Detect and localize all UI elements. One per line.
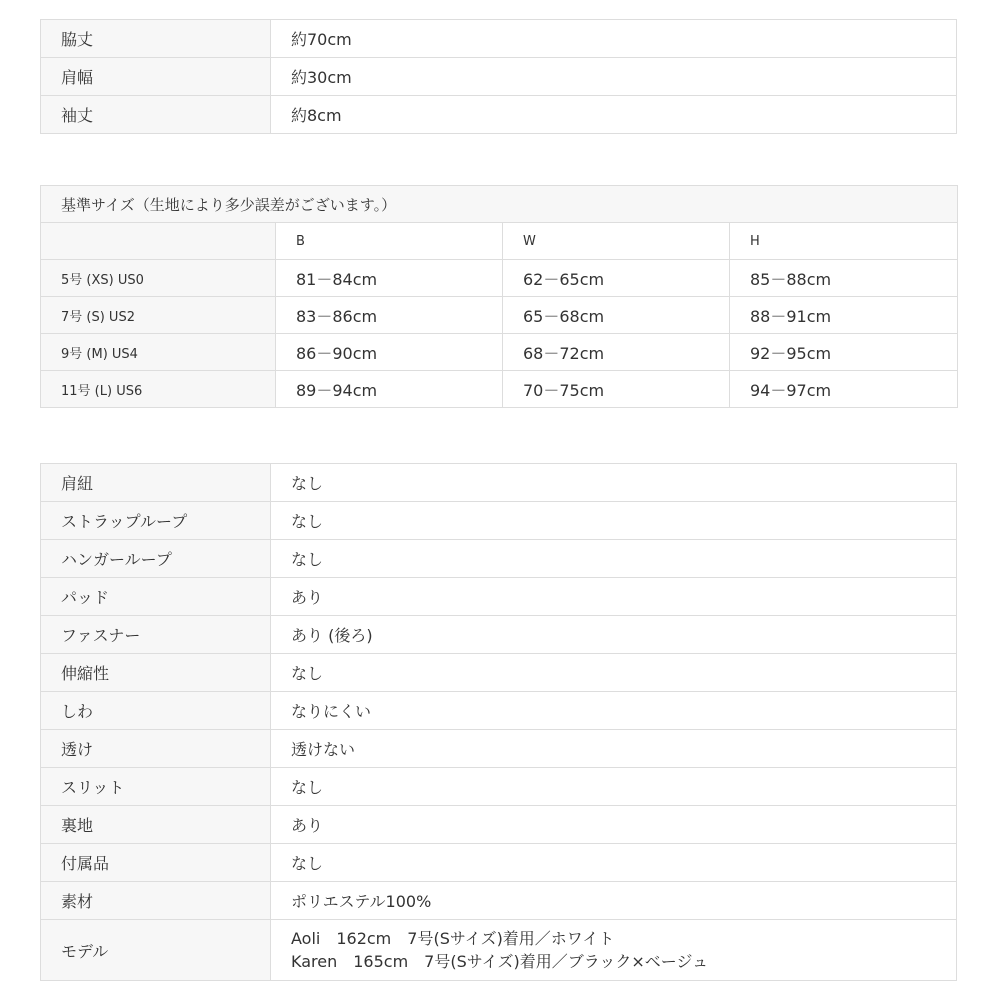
table-row [41, 882, 957, 920]
table-row [41, 371, 958, 408]
detail-value: なし [271, 502, 957, 540]
detail-value: なし [271, 464, 957, 502]
detail-label: ファスナー [41, 616, 271, 654]
table-row [41, 616, 957, 654]
size-chart-title: 基準サイズ（生地により多少誤差がございます。） [41, 186, 958, 223]
model-line: Aoli 162cm 7号(Sサイズ)着用／ホワイト [291, 929, 615, 948]
column-header-b: B [276, 223, 503, 260]
measurement-value: 約30cm [271, 58, 957, 96]
size-value: 70－75cm [503, 371, 730, 408]
table-row [41, 260, 958, 297]
size-value: 89－94cm [276, 371, 503, 408]
size-label: 5号 (XS) US0 [41, 260, 276, 297]
table-row [41, 502, 957, 540]
detail-value: なりにくい [271, 692, 957, 730]
measurements-table [40, 19, 957, 134]
table-row [41, 654, 957, 692]
size-chart-table [40, 185, 958, 408]
table-row [41, 58, 957, 96]
size-value: 92－95cm [730, 334, 958, 371]
measurement-label: 肩幅 [41, 58, 271, 96]
detail-value: 透けない [271, 730, 957, 768]
size-value: 62－65cm [503, 260, 730, 297]
size-value: 88－91cm [730, 297, 958, 334]
detail-value: ポリエステル100% [271, 882, 957, 920]
column-header-h: H [730, 223, 958, 260]
detail-label: 透け [41, 730, 271, 768]
detail-value: なし [271, 844, 957, 882]
size-value: 81－84cm [276, 260, 503, 297]
table-row [41, 464, 957, 502]
table-header-row [41, 223, 958, 260]
size-value: 68－72cm [503, 334, 730, 371]
empty-header-cell [41, 223, 276, 260]
detail-label: スリット [41, 768, 271, 806]
table-row [41, 920, 957, 981]
table-row [41, 540, 957, 578]
table-row [41, 297, 958, 334]
size-value: 65－68cm [503, 297, 730, 334]
detail-value: なし [271, 540, 957, 578]
detail-value: なし [271, 768, 957, 806]
detail-value: あり (後ろ) [271, 616, 957, 654]
table-row [41, 730, 957, 768]
model-line: Karen 165cm 7号(Sサイズ)着用／ブラック×ベージュ [291, 952, 709, 971]
detail-value: あり [271, 578, 957, 616]
model-value [271, 920, 957, 981]
detail-value: なし [271, 654, 957, 692]
table-row [41, 20, 957, 58]
details-table [40, 463, 957, 981]
size-label: 11号 (L) US6 [41, 371, 276, 408]
size-value: 86－90cm [276, 334, 503, 371]
detail-label: しわ [41, 692, 271, 730]
size-value: 83－86cm [276, 297, 503, 334]
table-row [41, 186, 958, 223]
detail-label: ハンガーループ [41, 540, 271, 578]
measurement-label: 脇丈 [41, 20, 271, 58]
table-row [41, 578, 957, 616]
measurement-value: 約70cm [271, 20, 957, 58]
detail-label: 伸縮性 [41, 654, 271, 692]
table-row [41, 96, 957, 134]
detail-label: 裏地 [41, 806, 271, 844]
table-row [41, 844, 957, 882]
table-row [41, 806, 957, 844]
table-row [41, 334, 958, 371]
size-label: 9号 (M) US4 [41, 334, 276, 371]
table-row [41, 768, 957, 806]
size-value: 94－97cm [730, 371, 958, 408]
table-row [41, 692, 957, 730]
detail-label: 付属品 [41, 844, 271, 882]
size-label: 7号 (S) US2 [41, 297, 276, 334]
measurement-label: 袖丈 [41, 96, 271, 134]
detail-value: あり [271, 806, 957, 844]
detail-label: ストラップループ [41, 502, 271, 540]
detail-label: 肩紐 [41, 464, 271, 502]
size-value: 85－88cm [730, 260, 958, 297]
measurement-value: 約8cm [271, 96, 957, 134]
model-label: モデル [41, 920, 271, 981]
detail-label: 素材 [41, 882, 271, 920]
column-header-w: W [503, 223, 730, 260]
detail-label: パッド [41, 578, 271, 616]
